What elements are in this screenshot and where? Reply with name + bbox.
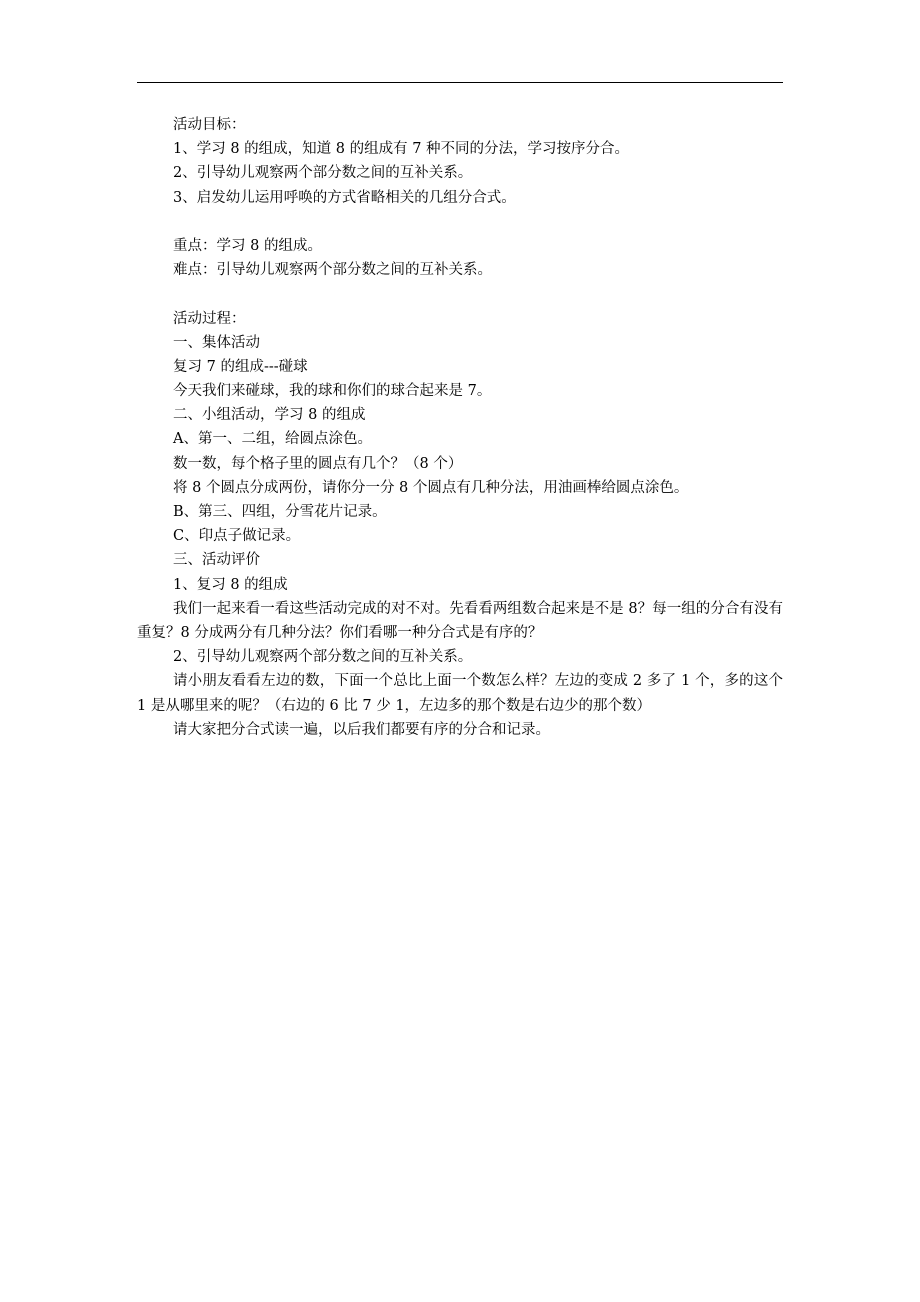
blank-line — [137, 282, 783, 306]
blank-line — [137, 210, 783, 234]
goal-item: 3、启发幼儿运用呼唤的方式省略相关的几组分合式。 — [173, 189, 516, 206]
process-line: 今天我们来碰球，我的球和你们的球合起来是 7。 — [173, 383, 492, 400]
key-point: 重点：学习 8 的组成。 — [173, 237, 322, 254]
header-rule — [137, 82, 783, 83]
process-line: B、第三、四组，分雪花片记录。 — [173, 504, 387, 520]
process-line: 2、引导幼儿观察两个部分数之间的互补关系。 — [173, 649, 473, 666]
process-line: C、印点子做记录。 — [173, 528, 301, 545]
closing-paragraph: 请大家把分合式读一遍，以后我们都要有序的分合和记录。 — [173, 721, 550, 738]
difficulty-point: 难点：引导幼儿观察两个部分数之间的互补关系。 — [173, 262, 492, 279]
complement-paragraph: 请小朋友看看左边的数，下面一个总比上面一个数怎么样？左边的变成 2 多了 1 个，多的这个 1 是从哪里来的呢？（右边的 6 比 7 少 1，左边多的那个数是右边少的那个数） — [137, 673, 783, 714]
process-heading: 活动过程： — [173, 310, 246, 327]
process-line: 将 8 个圆点分成两份，请你分一分 8 个圆点有几种分法，用油画棒给圆点涂色。 — [173, 479, 689, 496]
process-line: 一、集体活动 — [173, 334, 260, 351]
goal-item: 2、引导幼儿观察两个部分数之间的互补关系。 — [173, 165, 473, 182]
document-body — [137, 113, 783, 742]
goals-heading: 活动目标： — [173, 117, 246, 133]
goal-item: 1、学习 8 的组成，知道 8 的组成有 7 种不同的分法，学习按序分合。 — [173, 141, 630, 158]
process-line: 复习 7 的组成---碰球 — [173, 358, 308, 375]
process-line: 数一数，每个格子里的圆点有几个？（8 个） — [173, 455, 463, 472]
evaluation-paragraph: 我们一起来看一看这些活动完成的对不对。先看看两组数合起来是不是 8？每一组的分合有没有重复？8 分成两分有几种分法？你们看哪一种分合式是有序的？ — [137, 600, 783, 641]
process-line: 三、活动评价 — [173, 552, 260, 569]
process-line: 1、复习 8 的组成 — [173, 576, 288, 593]
process-line: 二、小组活动，学习 8 的组成 — [173, 407, 366, 424]
process-line: A、第一、二组，给圆点涂色。 — [173, 431, 372, 448]
